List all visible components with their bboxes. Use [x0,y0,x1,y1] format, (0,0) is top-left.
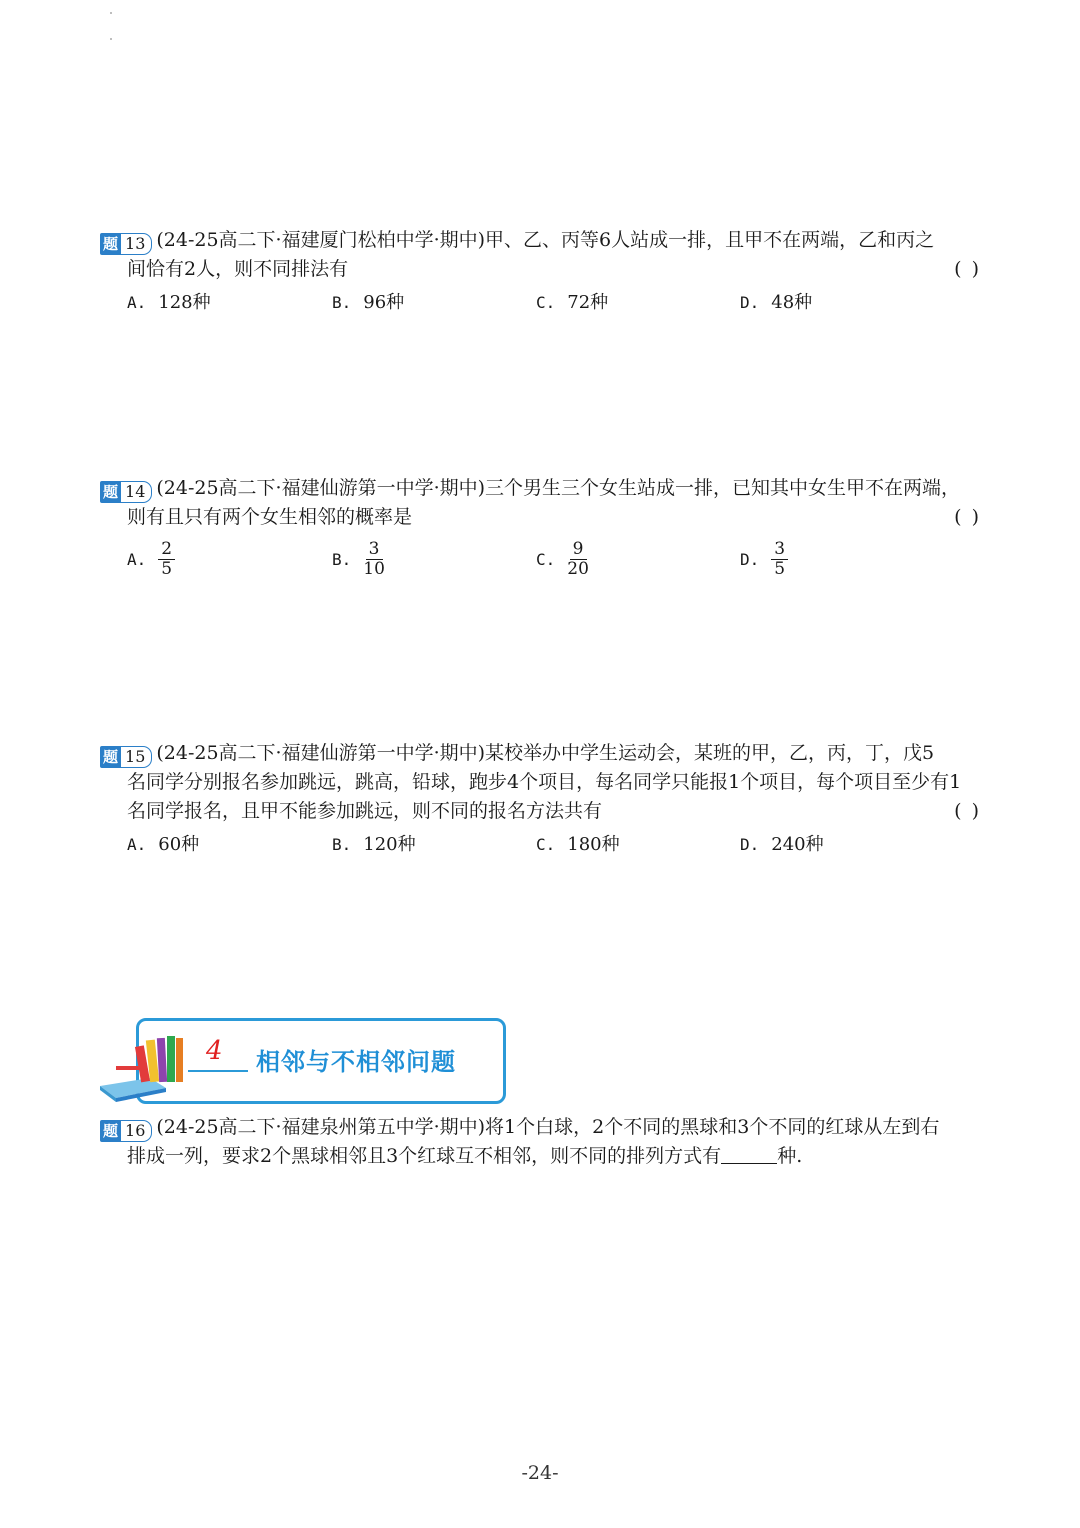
option-d: D. 240种 [740,834,824,855]
option-a: A. $\frac{2}{5}$ [127,540,175,579]
option-d: D. $\frac{3}{5}$ [740,540,788,579]
option-d: D. 48种 [740,292,813,313]
answer-paren: ( ) [954,800,981,822]
fraction: $\frac{9}{20}$ [567,539,589,579]
question-text: (24-25高二下·福建厦门松柏中学·期中)甲、乙、丙等6人站成一排，且甲不在两端，乙和丙之 [156,229,935,251]
question-text: (24-25高二下·福建仙游第一中学·期中)某校举办中学生运动会，某班的甲，乙，丙，丁，戊5 [156,742,935,764]
options [100,288,985,322]
question-16 [100,1113,985,1171]
question-15 [100,739,985,864]
question-line [100,255,985,284]
page-number: -24- [521,1462,559,1484]
section-number: 4 [206,1036,223,1066]
option-a: A. 128种 [127,292,211,313]
answer-paren: ( ) [954,506,981,528]
section-header [96,1012,508,1104]
question-line [100,503,985,532]
option-b: B. 96种 [332,292,405,313]
question-badge: 题 14 [100,481,152,503]
question-line: 排成一列，要求2个黑球相邻且3个红球互不相邻，则不同的排列方式有 种. [127,1145,803,1167]
option-c: C. $\frac{9}{20}$ [536,539,589,579]
question-badge: 题 13 [100,233,152,255]
option-a: A. 60种 [127,834,200,855]
question-text: (24-25高二下·福建仙游第一中学·期中)三个男生三个女生站成一排，已知其中女生甲不在两端， [156,477,961,499]
question-13 [100,226,985,322]
question-line [100,1113,985,1142]
question-text: 则有且只有两个女生相邻的概率是 [127,506,413,528]
question-line [100,768,985,797]
fraction: $\frac{2}{5}$ [158,540,175,579]
option-b: B. $\frac{3}{10}$ [332,539,385,579]
options [100,536,985,580]
question-badge: 题 15 [100,746,152,768]
question-badge: 题 16 [100,1120,152,1142]
question-text: 间恰有2人，则不同排法有 [127,258,349,280]
answer-paren: ( ) [954,258,981,280]
question-text: 排成一列，要求2个黑球相邻且3个红球互不相邻，则不同的排列方式有 [127,1145,722,1167]
question-line [100,474,985,503]
options [100,830,985,864]
fraction: $\frac{3}{10}$ [363,539,385,579]
question-line [100,739,985,768]
question-text: (24-25高二下·福建泉州第五中学·期中)将1个白球，2个不同的黑球和3个不同的红球从左到右 [156,1116,940,1138]
question-line [100,797,985,826]
question-text: 名同学分别报名参加跳远，跳高，铅球，跑步4个项目，每名同学只能报1个项目，每个项目至少有1 [127,771,962,793]
question-text: 名同学报名，且甲不能参加跳远，则不同的报名方法共有 [127,800,603,822]
fraction: $\frac{3}{5}$ [771,540,788,579]
option-c: C. 72种 [536,292,609,313]
question-14 [100,474,985,580]
section-underline [188,1070,248,1072]
question-line [100,226,985,255]
option-b: B. 120种 [332,834,416,855]
section-title: 相邻与不相邻问题 [256,1048,456,1076]
option-c: C. 180种 [536,834,620,855]
books-icon [96,1026,196,1106]
answer-blank [721,1143,777,1164]
